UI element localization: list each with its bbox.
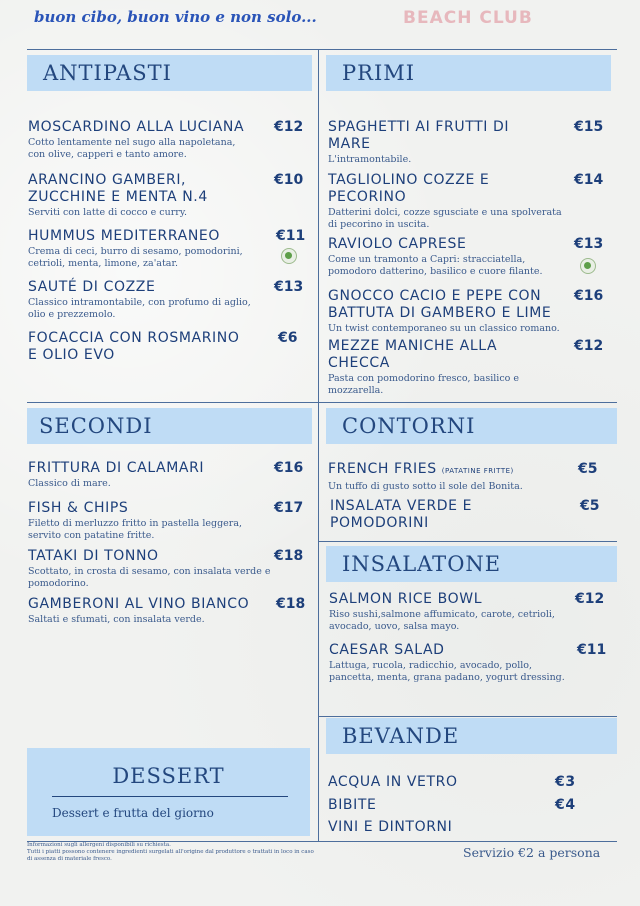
item-name: MEZZE MANICHE ALLA CHECCA (328, 338, 498, 371)
dessert-underline (52, 796, 288, 797)
item-desc: Cotto lentamente nel sugo alla napoletana, con olive, capperi e tanto amore. (28, 137, 236, 160)
tagline: buon cibo, buon vino e non solo... (34, 8, 317, 26)
insalatone-title: INSALATONE (342, 552, 502, 576)
item-name: GAMBERONI AL VINO BIANCO (28, 596, 250, 612)
frozen-note-line: Tutti i piatti possono contenere ingredienti surgelati all'origine dal produttore o trattati in loco in caso di assenza di materiale fresco. (27, 849, 314, 862)
bevande-item-name: BIBITE (328, 797, 377, 813)
menu-item (28, 279, 308, 321)
item-desc: Lattuga, rucola, radicchio, avocado, pollo, pancetta, menta, grana padano, yogurt dressing. (329, 660, 565, 683)
item-desc: Un twist contemporaneo su un classico romano. (328, 323, 560, 334)
item-price: €6 (278, 330, 298, 346)
item-desc: Scottato, in crosta di sesamo, con insalata verde e pomodorino. (28, 566, 271, 589)
dessert-subtitle: Dessert e frutta del giorno (52, 806, 214, 820)
dessert-box (27, 748, 310, 836)
item-name: HUMMUS MEDITERRANEO (28, 228, 220, 244)
leaf-badge-icon (580, 258, 596, 274)
item-name: SAUTÉ DI COZZE (28, 279, 156, 295)
menu-item (328, 236, 610, 278)
menu-item (28, 228, 308, 270)
menu-item (28, 330, 308, 364)
item-price: €14 (574, 172, 604, 188)
secondi-title: SECONDI (39, 414, 153, 438)
item-price: €13 (574, 236, 604, 252)
middle-rule (27, 402, 617, 403)
item-name: FOCACCIA CON ROSMARINO E OLIO EVO (28, 330, 240, 363)
secondi-header (27, 408, 312, 444)
menu-item (328, 288, 610, 335)
bevande-header (326, 718, 617, 754)
primi-title: PRIMI (342, 61, 416, 85)
item-price: €18 (276, 596, 306, 612)
contorni-header (326, 408, 617, 444)
item-name: INSALATA VERDE E POMODORINI (330, 498, 473, 531)
item-price: €12 (574, 338, 604, 354)
item-desc: Serviti con latte di cocco e curry. (28, 207, 187, 218)
menu-item (28, 172, 308, 219)
item-price: €5 (580, 498, 600, 514)
top-rule (27, 49, 617, 50)
item-name-note: (PATATINE FRITTE) (441, 467, 514, 475)
item-price: €11 (276, 228, 306, 244)
menu-item (28, 500, 308, 542)
item-desc: Riso sushi,salmone affumicato, carote, cetrioli, avocado, uovo, salsa mayo. (329, 609, 555, 632)
item-name (328, 461, 610, 480)
contorni-title: CONTORNI (342, 414, 476, 438)
menu-item (28, 596, 310, 626)
item-desc: Classico di mare. (28, 478, 111, 489)
menu-item (28, 548, 308, 590)
menu-item (328, 119, 610, 166)
item-name: CAESAR SALAD (329, 642, 445, 658)
item-price: €10 (274, 172, 304, 188)
item-desc: Pasta con pomodorino fresco, basilico e mozzarella. (328, 373, 520, 396)
bevande-item-price: €4 (555, 797, 576, 813)
insalatone-header (326, 546, 617, 582)
menu-item (329, 642, 611, 684)
center-divider (318, 49, 319, 842)
item-price: €17 (274, 500, 304, 516)
item-desc: Filetto di merluzzo fritto in pastella leggera, servito con patatine fritte. (28, 518, 243, 541)
item-price: €13 (274, 279, 304, 295)
primi-header (326, 55, 611, 91)
menu-item (28, 119, 308, 161)
item-price: €5 (578, 461, 598, 477)
menu-item (329, 591, 611, 633)
item-name: SPAGHETTI AI FRUTTI DI MARE (328, 119, 510, 152)
item-desc: Saltati e sfumati, con insalata verde. (28, 614, 205, 625)
bevande-item-name: ACQUA IN VETRO (328, 774, 458, 790)
item-desc: Un tuffo di gusto sotto il sole del Bonita. (328, 481, 523, 492)
bevande-item-name: VINI E DINTORNI (328, 819, 453, 835)
menu-item (328, 338, 610, 397)
item-price: €16 (274, 460, 304, 476)
item-price: €11 (577, 642, 607, 658)
item-price: €12 (575, 591, 605, 607)
item-desc: Crema di ceci, burro di sesamo, pomodorini, cetrioli, menta, limone, za'atar. (28, 246, 243, 269)
antipasti-title: ANTIPASTI (43, 61, 172, 85)
item-price: €18 (274, 548, 304, 564)
menu-item (328, 172, 610, 231)
allergen-note (27, 842, 317, 863)
menu-item (28, 460, 308, 490)
bevande-item-price: €3 (555, 774, 576, 790)
item-price: €15 (574, 119, 604, 135)
antipasti-header (27, 55, 312, 91)
item-name: TAGLIOLINO COZZE E PECORINO (328, 172, 490, 205)
item-name: FISH & CHIPS (28, 500, 129, 516)
leaf-badge-icon (281, 248, 297, 264)
item-desc: Classico intramontabile, con profumo di aglio, olio e prezzemolo. (28, 297, 251, 320)
dessert-title: DESSERT (112, 764, 225, 788)
menu-item (330, 498, 612, 532)
bevande-title: BEVANDE (342, 724, 460, 748)
bevande-rule (319, 716, 617, 717)
brand-logo-text: BEACH CLUB (403, 8, 533, 28)
service-charge: Servizio €2 a persona (463, 845, 601, 860)
item-name: GNOCCO CACIO E PEPE CON BATTUTA DI GAMBERO E LIME (328, 288, 552, 321)
item-name: ARANCINO GAMBERI, ZUCCHINE E MENTA N.4 (28, 172, 208, 205)
item-desc: Datterini dolci, cozze sgusciate e una spolverata di pecorino in uscita. (328, 207, 562, 230)
item-name-text: FRENCH FRIES (328, 461, 437, 477)
item-price: €16 (574, 288, 604, 304)
item-desc: Come un tramonto a Capri: stracciatella, pomodoro datterino, basilico e cuore filante. (328, 254, 543, 277)
insalatone-rule (319, 541, 617, 542)
item-desc: L'intramontabile. (328, 154, 412, 165)
item-price: €12 (274, 119, 304, 135)
item-name: FRITTURA DI CALAMARI (28, 460, 205, 476)
item-name: RAVIOLO CAPRESE (328, 236, 467, 252)
item-name: SALMON RICE BOWL (329, 591, 483, 607)
item-name: MOSCARDINO ALLA LUCIANA (28, 119, 245, 135)
item-name: TATAKI DI TONNO (28, 548, 159, 564)
allergen-note-line: Informazioni sugli allergeni disponibili su richiesta. (27, 842, 171, 848)
menu-item (328, 461, 610, 493)
